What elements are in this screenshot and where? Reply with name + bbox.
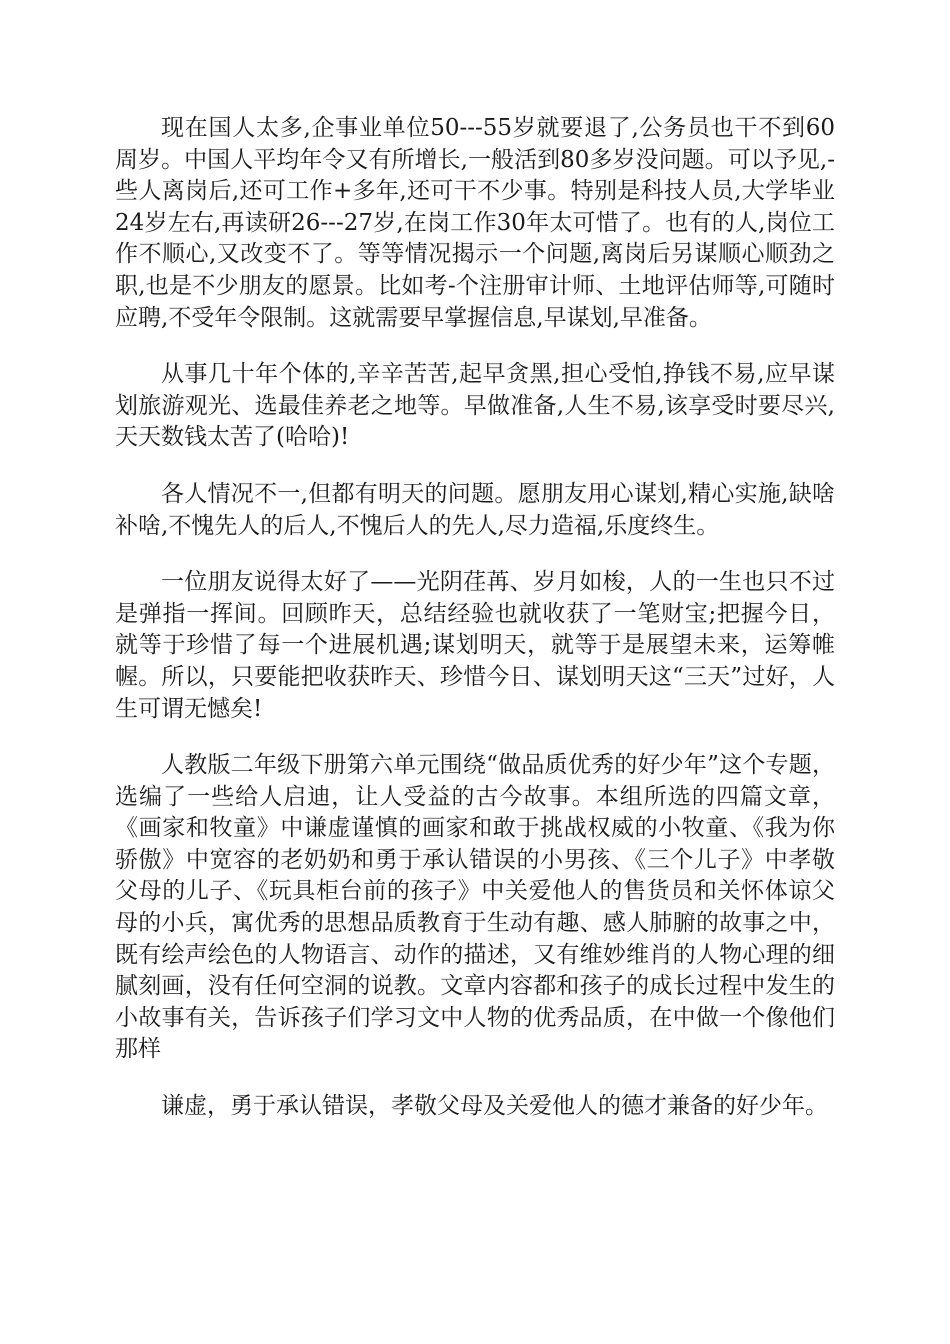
paragraph-tomorrow: 各人情况不一,但都有明天的问题。愿朋友用心谋划,精心实施,缺啥补啥,不愧先人的后人,不愧后人的先人,尽力造福,乐度终生。 (115, 480, 835, 539)
document-body (115, 113, 835, 1123)
paragraph-textbook-unit: 人教版二年级下册第六单元围绕“做品质优秀的好少年”这个专题，选编了一些给人启迪，让人受益的古今故事。本组所选的四篇文章，《画家和牧童》中谦虚谨慎的画家和敢于挑战权威的小牧童、《我为你骄傲》中宽容的老奶奶和勇于承认错误的小男孩、《三个儿子》中孝敬父母的儿子、《玩具柜台前的孩子》中关爱他人的售货员和关怀体谅父母的小兵，寓优秀的思想品质教育于生动有趣、感人肺腑的故事之中，既有绘声绘色的人物语言、动作的描述，又有维妙维肖的人物心理的细腻刻画，没有任何空洞的说教。文章内容都和孩子的成长过程中发生的小故事有关，告诉孩子们学习文中人物的优秀品质，在中做一个像他们那样 (115, 752, 835, 1063)
paragraph-good-youth: 谦虚，勇于承认错误，孝敬父母及关爱他人的德才兼备的好少年。 (161, 1093, 828, 1120)
paragraph-retirement-plans: 现在国人太多,企事业单位50---55岁就要退了,公务员也干不到60周岁。中国人平均年令又有所增长,一般活到80多岁没问题。可以予见,-些人离岗后,还可工作+多年,还可干不少事。特别是科技人员,大学毕业24岁左右,再读研26---27岁,在岗工作30年太可惜了。也有的人,岗位工作不顺心,又改变不了。等等情况揭示一个问题,离岗后另谋顺心顺劲之职,也是不少朋友的愿景。比如考-个注册审计师、土地评估师等,可随时应聘,不受年令限制。这就需要早掌握信息,早谋划,早准备。 (115, 115, 835, 331)
paragraph-self-employed: 从事几十年个体的,辛辛苦苦,起早贪黑,担心受怕,挣钱不易,应早谋划旅游观光、选最佳养老之地等。早做准备,人生不易,该享受时要尽兴,天天数钱太苦了(哈哈)! (115, 361, 835, 451)
paragraph-three-days: 一位朋友说得太好了——光阴荏苒、岁月如梭，人的一生也只不过是弹指一挥间。回顾昨天，总结经验也就收获了一笔财宝;把握今日，就等于珍惜了每一个进展机遇;谋划明天，就等于是展望未来，运筹帷幄。所以，只要能把收获昨天、珍惜今日、谋划明天这“三天”过好，人生可谓无憾矣! (115, 569, 835, 722)
